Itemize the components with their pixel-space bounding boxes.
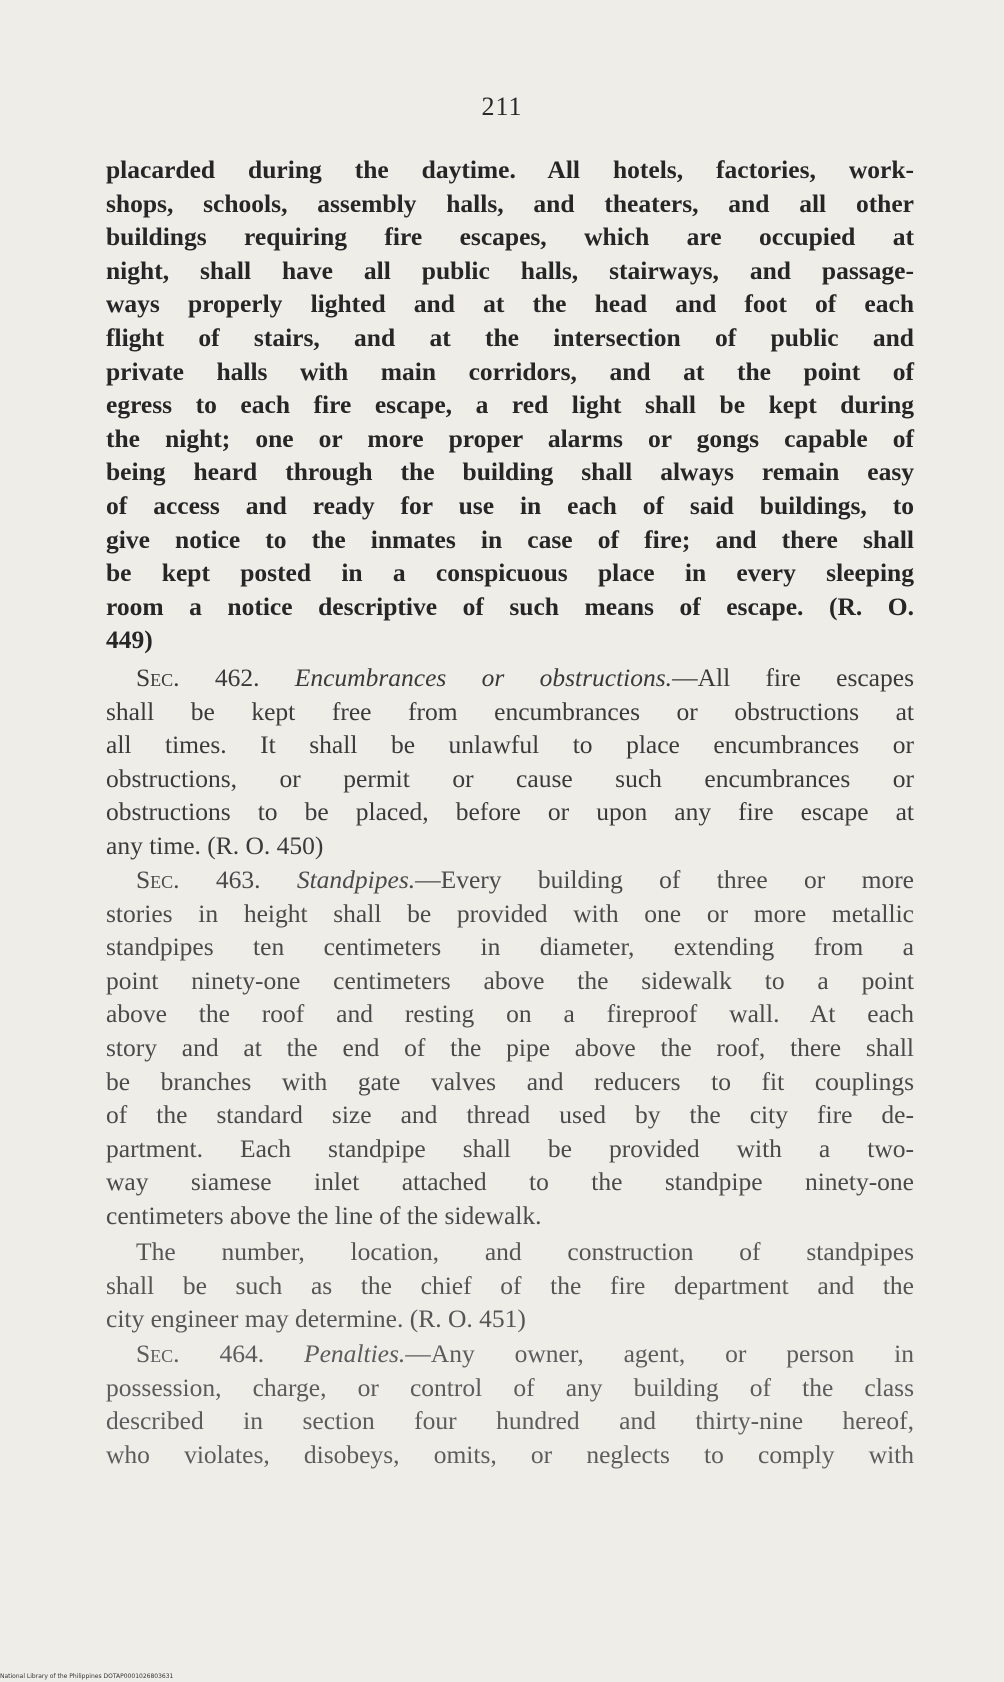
text-line: egress to each fire escape, a red light shall be kept during xyxy=(106,390,914,420)
text-line: described in section four hundred and thirty-nine hereof, xyxy=(106,1406,914,1436)
text-line: way siamese inlet attached to the standpipe ninety-one xyxy=(106,1167,914,1197)
text-line: placarded during the daytime. All hotels, factories, work- xyxy=(106,155,914,184)
section-title: Standpipes. xyxy=(296,865,416,894)
text-line: obstructions to be placed, before or upon any fire escape at xyxy=(106,797,914,827)
section-title: Penalties. xyxy=(304,1339,406,1368)
text-line: night, shall have all public halls, stairways, and passage- xyxy=(106,255,914,285)
text-line: any time. (R. O. 450) xyxy=(106,830,324,860)
text-line: city engineer may determine. (R. O. 451) xyxy=(106,1304,526,1334)
text-line: private halls with main corridors, and at the point of xyxy=(106,356,914,386)
text-line: 449) xyxy=(106,625,153,655)
text-line: centimeters above the line of the sidewalk. xyxy=(106,1200,542,1230)
text-line: of the standard size and thread used by the city fire de- xyxy=(106,1100,914,1130)
text-line: point ninety-one centimeters above the sidewalk to a point xyxy=(106,965,914,995)
text-line: above the roof and resting on a fireproof wall. At each xyxy=(106,999,914,1029)
section-label: Sec. 464. xyxy=(136,1339,265,1368)
scan-footer-note: National Library of the Philippines DOTAP0001026803631 xyxy=(0,1673,174,1680)
section-label: Sec. 463. xyxy=(136,865,261,894)
standpipes-paragraph xyxy=(106,1235,914,1336)
text-line: ways properly lighted and at the head and foot of each xyxy=(106,289,914,319)
text-line: story and at the end of the pipe above the roof, there shall xyxy=(106,1032,914,1062)
section-text: —Every building of three or more xyxy=(415,865,915,894)
text-line: standpipes ten centimeters in diameter, extending from a xyxy=(106,932,914,962)
text-line: room a notice descriptive of such means of escape. (R. O. xyxy=(106,591,914,621)
section-label: Sec. 462. xyxy=(136,663,260,692)
section-462 xyxy=(106,661,914,863)
section-heading-line xyxy=(106,661,914,695)
text-line: obstructions, or permit or cause such encumbrances or xyxy=(106,763,914,793)
text-line: give notice to the inmates in case of fire; and there shall xyxy=(106,524,914,554)
text-line: shall be such as the chief of the fire department and the xyxy=(106,1270,914,1300)
section-heading-line xyxy=(106,863,914,897)
text-line: who violates, disobeys, omits, or neglects to comply with xyxy=(106,1439,914,1469)
text-line: partment. Each standpipe shall be provided with a two- xyxy=(106,1133,914,1163)
section-464 xyxy=(106,1337,914,1471)
text-line: be branches with gate valves and reducers to fit couplings xyxy=(106,1066,914,1096)
section-heading-line xyxy=(106,1337,914,1371)
text-line: flight of stairs, and at the intersection of public and xyxy=(106,322,914,352)
section-463 xyxy=(106,863,914,1233)
text-line: stories in height shall be provided with one or more metallic xyxy=(106,898,914,928)
text-line: The number, location, and construction of standpipes xyxy=(136,1237,914,1266)
text-line: be kept posted in a conspicuous place in every sleeping xyxy=(106,558,914,588)
section-text: —All fire escapes xyxy=(672,663,914,692)
text-line: all times. It shall be unlawful to place encumbrances or xyxy=(106,730,914,760)
text-line: shops, schools, assembly halls, and theaters, and all other xyxy=(106,188,914,218)
text-line: buildings requiring fire escapes, which are occupied at xyxy=(106,222,914,252)
text-line: possession, charge, or control of any building of the class xyxy=(106,1372,914,1402)
text-line: the night; one or more proper alarms or gongs capable of xyxy=(106,423,914,453)
text-line: being heard through the building shall always remain easy xyxy=(106,457,914,487)
page-number: 211 xyxy=(481,92,523,121)
section-title: Encumbrances or obstructions. xyxy=(294,663,673,692)
text-line: shall be kept free from encumbrances or obstructions at xyxy=(106,696,914,726)
continued-paragraph xyxy=(106,153,914,657)
section-text: —Any owner, agent, or person in xyxy=(405,1339,915,1368)
text-line: of access and ready for use in each of said buildings, to xyxy=(106,490,914,520)
